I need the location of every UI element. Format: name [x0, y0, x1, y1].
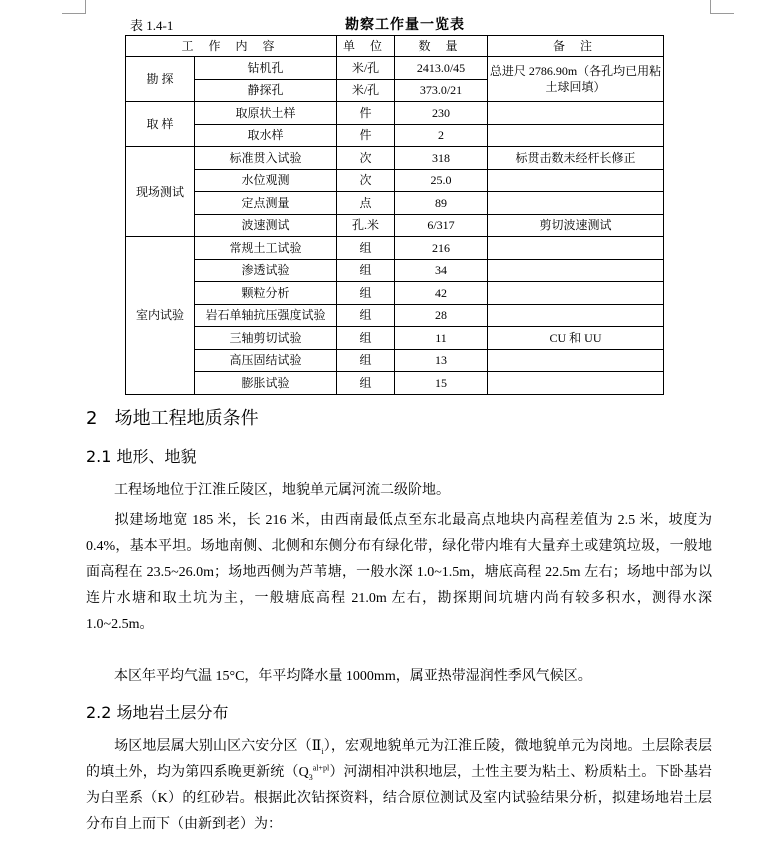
section-2-1-heading: 2.1 地形、地貌: [86, 447, 197, 466]
remark-cell: [488, 124, 664, 147]
table-row: [126, 124, 664, 147]
remark-cell: 剪切波速测试: [488, 214, 664, 237]
unit-cell: 点: [337, 192, 395, 215]
paragraph-strata: [86, 734, 712, 838]
paragraph-climate: [86, 664, 712, 690]
superscript-alpl: al+pl: [312, 763, 330, 773]
unit-cell: 组: [337, 259, 395, 282]
paragraph-text: 本区年平均气温 15°C，年平均降水量 1000mm，属亚热带湿润性季风气候区。: [114, 669, 592, 684]
remark-cell: [488, 372, 664, 395]
paragraph-text-a: 场区地层属大别山区六安分区（Ⅱ: [114, 739, 322, 754]
table-row: [126, 259, 664, 282]
table-number: 表 1.4-1: [130, 18, 174, 33]
item-cell: 渗透试验: [195, 259, 337, 282]
crop-mark-left-h: [62, 13, 86, 14]
item-cell: 取水样: [195, 124, 337, 147]
table-row: [126, 349, 664, 372]
paragraph-text: 拟建场地宽 185 米，长 216 米，由西南最低点至东北最高点地块内高程差值为 2.5 米，坡度为 0.4%，基本平坦。场地南侧、北侧和东侧分布有绿化带，绿化带内堆有大量弃土或建筑垃圾，一般地面高程在 23.5~26.0m；场地西侧为芦苇塘，一般水深 1.0~1.5m，塘底高程 22.5m 左右；场地中部为以连片水塘和取土坑为主，一般塘底高程 21.0m 左右，勘探期间坑塘内尚有较多积水，测得水深 1.0~2.5m。: [86, 513, 712, 632]
quantity-cell: 6/317: [395, 214, 488, 237]
unit-cell: 件: [337, 102, 395, 125]
quantity-cell: 25.0: [395, 169, 488, 192]
unit-cell: 组: [337, 282, 395, 305]
unit-cell: 组: [337, 372, 395, 395]
header-quantity: 数 量: [395, 36, 488, 57]
section-2-2-heading: 2.2 场地岩土层分布: [86, 703, 229, 722]
paragraph-text: 工程场地位于江淮丘陵区，地貌单元属河流二级阶地。: [114, 483, 450, 498]
unit-cell: 组: [337, 237, 395, 260]
section-2-heading: 2 场地工程地质条件: [86, 408, 259, 429]
table-caption: [130, 14, 680, 32]
quantity-cell: 15: [395, 372, 488, 395]
subscript-3: 3: [308, 772, 313, 782]
remark-cell: [488, 102, 664, 125]
crop-mark-left-v: [85, 0, 86, 14]
quantity-cell: 13: [395, 349, 488, 372]
quantity-cell: 34: [395, 259, 488, 282]
item-cell: 三轴剪切试验: [195, 327, 337, 350]
item-cell: 高压固结试验: [195, 349, 337, 372]
header-unit: 单 位: [337, 36, 395, 57]
paragraph-landform-intro: [86, 478, 712, 504]
remark-cell: [488, 282, 664, 305]
category-cell: 现场测试: [126, 147, 195, 237]
quantity-cell: 28: [395, 304, 488, 327]
unit-cell: 孔.米: [337, 214, 395, 237]
remark-cell: [488, 169, 664, 192]
item-cell: 钻机孔: [195, 57, 337, 80]
item-cell: 波速测试: [195, 214, 337, 237]
subscript-i: i: [321, 746, 324, 756]
table-header-row: [126, 36, 664, 57]
unit-cell: 次: [337, 169, 395, 192]
quantity-cell: 2: [395, 124, 488, 147]
unit-cell: 件: [337, 124, 395, 147]
remark-cell: [488, 304, 664, 327]
unit-cell: 米/孔: [337, 79, 395, 102]
item-cell: 膨胀试验: [195, 372, 337, 395]
table-row: [126, 282, 664, 305]
workload-table: [125, 35, 664, 395]
table-row: [126, 214, 664, 237]
paragraph-text-b: ），宏观地貌单元为江淮丘陵，微地貌单元为岗地。土层除表层的填土外，均为第四系晚更新统（Q: [86, 739, 713, 780]
unit-cell: 次: [337, 147, 395, 170]
paragraph-text-c: ）河湖相冲洪积地层，土性主要为粘土、粉质粘土。下卧基岩为白垩系（K）的红砂岩。根据此次钻探资料，结合原位测试及室内试验结果分析，拟建场地岩土层分布自上而下（由新到老）为：: [86, 765, 712, 832]
crop-mark-right-v: [710, 0, 711, 14]
quantity-cell: 318: [395, 147, 488, 170]
item-cell: 水位观测: [195, 169, 337, 192]
table-row: [126, 327, 664, 350]
item-cell: 标准贯入试验: [195, 147, 337, 170]
quantity-cell: 216: [395, 237, 488, 260]
unit-cell: 组: [337, 349, 395, 372]
unit-cell: 组: [337, 304, 395, 327]
remark-cell: [488, 259, 664, 282]
category-cell: 勘 探: [126, 57, 195, 102]
item-cell: 静探孔: [195, 79, 337, 102]
table-row: [126, 237, 664, 260]
table-row: [126, 304, 664, 327]
table-row: [126, 192, 664, 215]
table-title: 勘察工作量一览表: [345, 18, 465, 33]
table-row: [126, 102, 664, 125]
paragraph-site-description: [86, 508, 712, 638]
quantity-cell: 2413.0/45: [395, 57, 488, 80]
item-cell: 取原状土样: [195, 102, 337, 125]
table-row: [126, 57, 664, 80]
item-cell: 颗粒分析: [195, 282, 337, 305]
category-cell: 室内试验: [126, 237, 195, 395]
remark-cell: [488, 237, 664, 260]
remark-cell: CU 和 UU: [488, 327, 664, 350]
header-work-content: 工 作 内 容: [126, 36, 337, 57]
quantity-cell: 89: [395, 192, 488, 215]
table-row: [126, 147, 664, 170]
category-cell: 取 样: [126, 102, 195, 147]
remark-cell: 总进尺 2786.90m（各孔均已用粘土球回填）: [488, 57, 664, 102]
table-row: [126, 372, 664, 395]
crop-mark-right-h: [710, 13, 734, 14]
quantity-cell: 42: [395, 282, 488, 305]
item-cell: 岩石单轴抗压强度试验: [195, 304, 337, 327]
item-cell: 定点测量: [195, 192, 337, 215]
remark-cell: [488, 349, 664, 372]
quantity-cell: 373.0/21: [395, 79, 488, 102]
unit-cell: 米/孔: [337, 57, 395, 80]
quantity-cell: 230: [395, 102, 488, 125]
header-remark: 备 注: [488, 36, 664, 57]
remark-cell: [488, 192, 664, 215]
table-row: [126, 169, 664, 192]
item-cell: 常规土工试验: [195, 237, 337, 260]
unit-cell: 组: [337, 327, 395, 350]
remark-cell: 标贯击数未经杆长修正: [488, 147, 664, 170]
quantity-cell: 11: [395, 327, 488, 350]
